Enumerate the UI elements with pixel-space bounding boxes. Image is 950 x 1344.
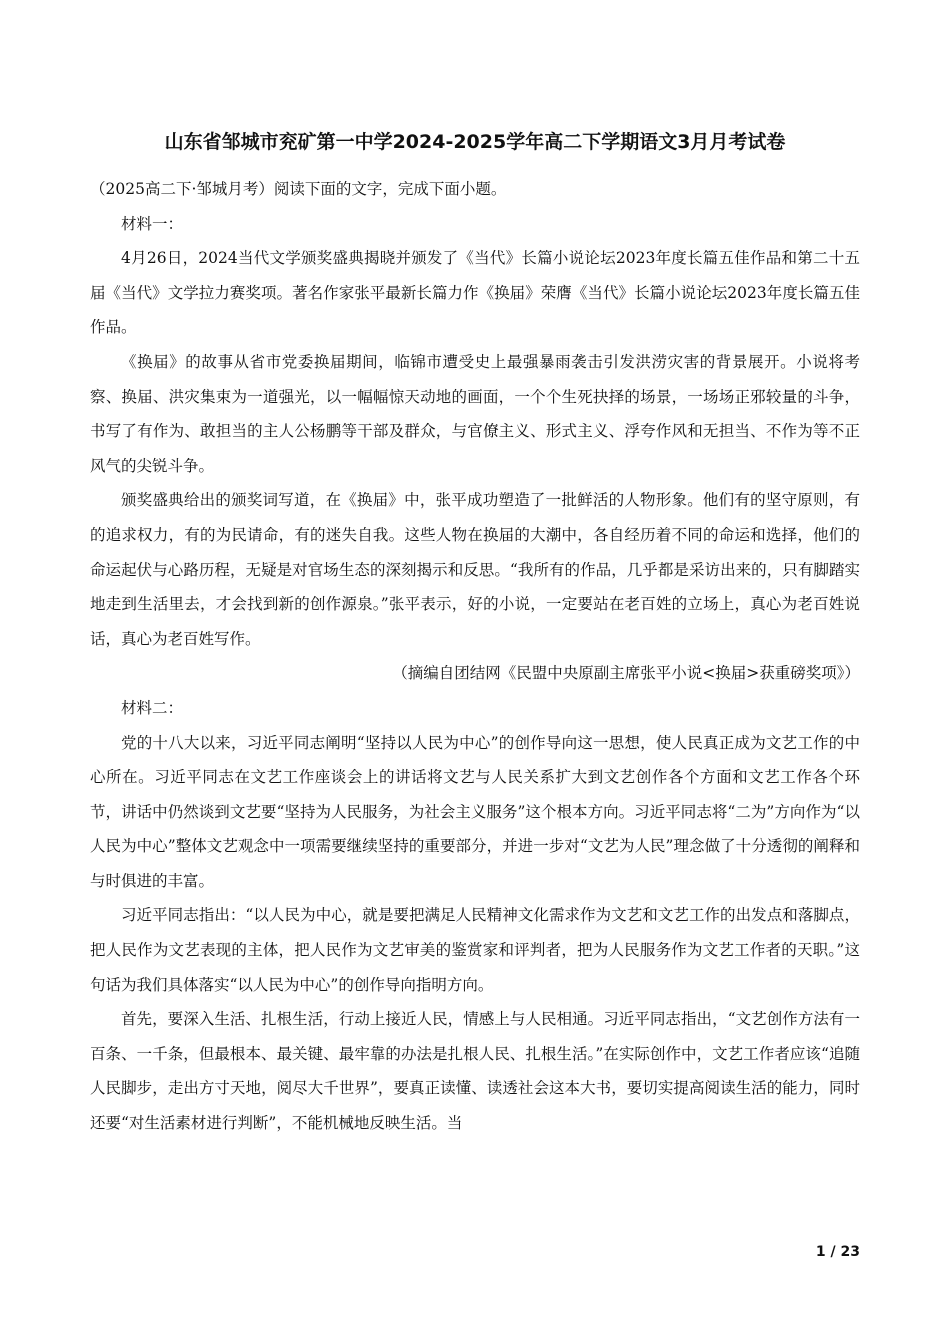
paragraph: 《换届》的故事从省市党委换届期间，临锦市遭受史上最强暴雨袭击引发洪涝灾害的背景展开。小说将考察、换届、洪灾集束为一道强光，以一幅幅惊天动地的画面，一个个生死抉择的场景，一场场正邪较量的斗争，书写了有作为、敢担当的主人公杨鹏等干部及群众，与官僚主义、形式主义、浮夸作风和无担当、不作为等不正风气的尖锐斗争。 [90,352,860,475]
page-title: 山东省邹城市兖矿第一中学2024-2025学年高二下学期语文3月月考试卷 [164,131,786,153]
page-number: 1 / 23 [815,1244,860,1260]
paragraph: 首先，要深入生活、扎根生活，行动上接近人民，情感上与人民相通。习近平同志指出，“文艺创作方法有一百条、一千条，但最根本、最关键、最牢靠的办法是扎根人民、扎根生活。”在实际创作中，文艺工作者应该“追随人民脚步，走出方寸天地，阅尽大千世界”，要真正读懂、读透社会这本大书，要切实提高阅读生活的能力，同时还要“对生活素材进行判断”，不能机械地反映生活。当 [90,1010,860,1133]
material-two-label: 材料二： [121,698,184,717]
paragraph: 颁奖盛典给出的颁奖词写道，在《换届》中，张平成功塑造了一批鲜活的人物形象。他们有的坚守原则，有的追求权力，有的为民请命，有的迷失自我。这些人物在换届的大潮中，各自经历着不同的命运和选择，他们的命运起伏与心路历程，无疑是对官场生态的深刻揭示和反思。“我所有的作品，几乎都是采访出来的，只有脚踏实地走到生活里去，才会找到新的创作源泉。”张平表示，好的小说，一定要站在老百姓的立场上，真心为老百姓说话，真心为老百姓写作。 [90,491,860,648]
paragraph: 党的十八大以来，习近平同志阐明“坚持以人民为中心”的创作导向这一思想，使人民真正成为文艺工作的中心所在。习近平同志在文艺工作座谈会上的讲话将文艺与人民关系扩大到文艺创作各个方面和文艺工作各个环节，讲话中仍然谈到文艺要“坚持为人民服务，为社会主义服务”这个根本方向。习近平同志将“二为”方向作为“以人民为中心”整体文艺观念中一项需要继续坚持的重要部分，并进一步对“文艺为人民”理念做了十分透彻的阐释和与时俱进的丰富。 [90,733,860,890]
material-one-label: 材料一： [121,214,184,233]
paragraph: 习近平同志指出：“以人民为中心，就是要把满足人民精神文化需求作为文艺和文艺工作的出发点和落脚点，把人民作为文艺表现的主体，把人民作为文艺审美的鉴赏家和评判者，把为人民服务作为文艺工作者的天职。”这句话为我们具体落实“以人民为中心”的创作导向指明方向。 [90,906,860,994]
intro-line: （2025高二下·邹城月考）阅读下面的文字，完成下面小题。 [90,180,507,198]
document-body [90,172,860,1141]
source-citation: （摘编自团结网《民盟中央原副主席张平小说<换届>获重磅奖项》） [392,664,860,683]
paragraph: 4月26日，2024当代文学颁奖盛典揭晓并颁发了《当代》长篇小说论坛2023年度长篇五佳作品和第二十五届《当代》文学拉力赛奖项。著名作家张平最新长篇力作《换届》荣膺《当代》长篇小说论坛2023年度长篇五佳作品。 [90,249,860,337]
